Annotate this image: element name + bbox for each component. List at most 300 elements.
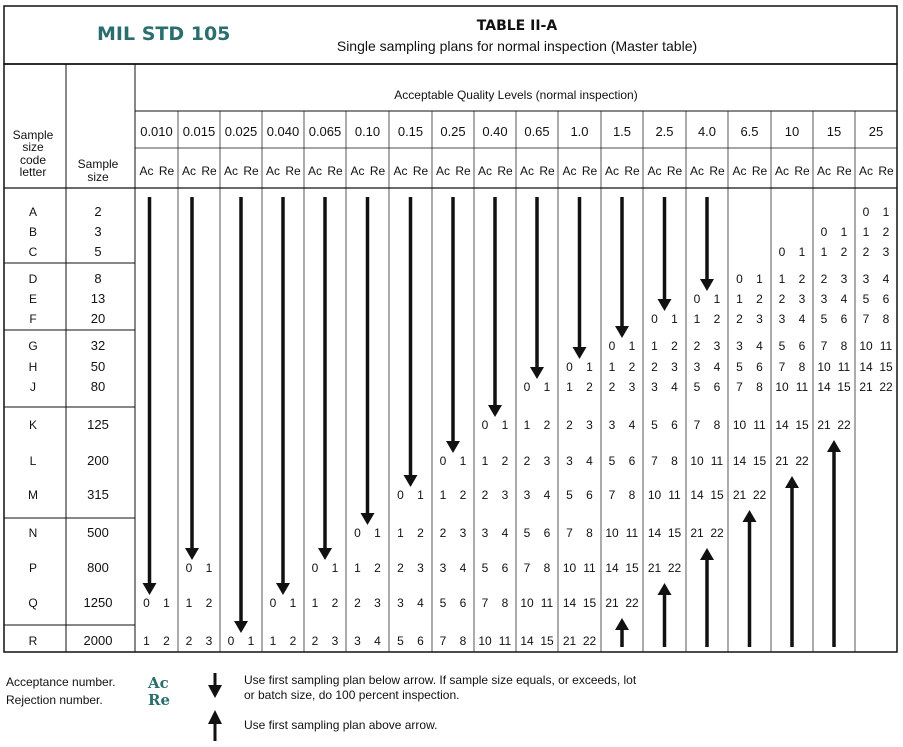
re-label: Re <box>624 164 640 178</box>
ac-value: 0 <box>862 205 870 219</box>
ac-label: Ac <box>816 164 832 178</box>
ac-value: 1 <box>523 418 531 432</box>
re-value: 3 <box>205 634 213 648</box>
ac-value: 1 <box>311 596 319 610</box>
ac-value: 5 <box>778 339 786 353</box>
ac-value: 21 <box>817 418 831 432</box>
ac-value: 0 <box>523 380 531 394</box>
re-value: 2 <box>289 634 297 648</box>
re-value: 6 <box>756 360 763 374</box>
re-value: 1 <box>628 339 636 353</box>
ac-value: 14 <box>647 526 662 540</box>
ac-value: 3 <box>439 561 447 575</box>
re-value: 6 <box>671 418 678 432</box>
re-value: 4 <box>798 312 806 326</box>
ac-value: 3 <box>862 272 870 286</box>
ac-value: 21 <box>732 488 747 502</box>
sample-code-header-line: code <box>19 153 47 167</box>
re-value: 6 <box>628 454 636 468</box>
code-letter: A <box>28 205 38 219</box>
ac-value: 7 <box>778 360 786 374</box>
ac-value: 1 <box>143 634 150 648</box>
re-value: 6 <box>417 634 424 648</box>
ac-value: 1 <box>693 312 701 326</box>
code-letter: P <box>28 561 38 575</box>
re-value: 2 <box>713 312 721 326</box>
re-value: 1 <box>205 561 213 575</box>
code-letter: N <box>28 526 38 540</box>
re-value: 11 <box>710 454 724 468</box>
ac-value: 2 <box>862 245 870 259</box>
re-value: 3 <box>756 312 763 326</box>
re-label: Re <box>794 164 810 178</box>
sample-size: 200 <box>87 453 109 468</box>
ac-value: 1 <box>354 561 361 575</box>
sample-size: 8 <box>94 271 102 286</box>
ac-value: 0 <box>736 272 743 286</box>
ac-label: Ac <box>265 164 281 178</box>
ac-value: 2 <box>736 312 743 326</box>
ac-value: 1 <box>269 634 277 648</box>
re-value: 2 <box>628 360 636 374</box>
code-letter: B <box>28 225 38 239</box>
ac-value: 10 <box>605 526 619 540</box>
re-label: Re <box>327 164 343 178</box>
ac-value: 5 <box>862 292 870 306</box>
re-value: 3 <box>882 245 890 259</box>
re-value: 1 <box>586 360 593 374</box>
re-value: 15 <box>667 526 682 540</box>
ac-value: 0 <box>269 596 277 610</box>
re-value: 3 <box>713 339 721 353</box>
sample-size: 315 <box>87 487 109 502</box>
ac-value: 3 <box>693 360 701 374</box>
re-value: 2 <box>163 634 170 648</box>
ac-value: 0 <box>481 418 489 432</box>
re-value: 8 <box>798 360 806 374</box>
ac-value: 1 <box>439 488 447 502</box>
ac-value: 3 <box>651 380 658 394</box>
up-arrow-text: Use first sampling plan above arrow. <box>244 718 438 732</box>
sample-size: 3 <box>94 224 102 239</box>
re-label: Re <box>158 164 175 178</box>
re-value: 4 <box>628 418 636 432</box>
ac-value: 21 <box>562 634 577 648</box>
re-value: 11 <box>795 380 809 394</box>
re-label: Re <box>539 164 555 178</box>
ac-value: 2 <box>354 596 361 610</box>
ac-label: Ac <box>604 164 620 178</box>
re-value: 2 <box>840 245 848 259</box>
re-value: 4 <box>586 454 593 468</box>
down-arrow-text-2: or batch size, do 100 percent inspection. <box>244 688 460 702</box>
re-value: 6 <box>840 312 848 326</box>
re-value: 8 <box>840 339 848 353</box>
code-letter: K <box>28 418 38 432</box>
re-value: 2 <box>205 596 213 610</box>
ac-label: Ac <box>307 164 323 178</box>
re-value: 2 <box>374 561 381 575</box>
ac-value: 3 <box>523 488 531 502</box>
re-value: 2 <box>417 526 424 540</box>
re-value: 2 <box>756 292 763 306</box>
sample-size: 2000 <box>83 633 113 648</box>
ac-value: 5 <box>523 526 531 540</box>
sample-size: 20 <box>90 311 106 326</box>
ac-value: 10 <box>520 596 534 610</box>
ac-value: 2 <box>566 418 573 432</box>
acceptance-label: Acceptance number. <box>6 675 116 689</box>
code-letter: Q <box>28 596 38 610</box>
re-value: 6 <box>543 526 551 540</box>
ac-value: 0 <box>566 360 573 374</box>
re-label: Re <box>243 164 259 178</box>
re-value: 22 <box>752 488 767 502</box>
aql-level: 0.15 <box>397 124 424 139</box>
ac-label: Ac <box>139 164 154 178</box>
ac-value: 5 <box>397 634 404 648</box>
re-value: 4 <box>374 634 381 648</box>
ac-value: 3 <box>397 596 404 610</box>
re-value: 6 <box>586 488 593 502</box>
ac-value: 7 <box>651 454 658 468</box>
sample-code-header-line: Sample <box>12 128 54 142</box>
sample-size: 2 <box>94 204 102 219</box>
ac-value: 3 <box>481 526 489 540</box>
aql-level: 0.015 <box>182 124 216 139</box>
re-value: 22 <box>625 596 639 610</box>
re-label: Re <box>878 164 894 178</box>
ac-value: 7 <box>523 561 531 575</box>
ac-value: 3 <box>778 312 786 326</box>
aql-level: 0.25 <box>440 124 466 139</box>
re-value: 1 <box>289 596 297 610</box>
ac-value: 5 <box>481 561 489 575</box>
re-value: 15 <box>582 596 597 610</box>
ac-label: Ac <box>562 164 577 178</box>
ac-value: 21 <box>647 561 662 575</box>
ac-value: 1 <box>736 292 743 306</box>
re-value: 15 <box>625 561 639 575</box>
sample-size: 800 <box>87 560 109 575</box>
ac-value: 10 <box>647 488 662 502</box>
ac-value: 3 <box>608 418 616 432</box>
re-value: 1 <box>882 205 890 219</box>
ac-value: 0 <box>651 312 658 326</box>
ac-value: 1 <box>397 526 404 540</box>
aql-level: 0.065 <box>308 124 342 139</box>
ac-value: 7 <box>481 596 489 610</box>
re-value: 6 <box>713 380 721 394</box>
ac-value: 7 <box>566 526 573 540</box>
sample-size-header-line: size <box>87 170 109 184</box>
ac-label: Ac <box>393 164 408 178</box>
re-value: 8 <box>882 312 890 326</box>
ac-label: Ac <box>477 164 493 178</box>
re-value: 3 <box>501 488 509 502</box>
code-letter: J <box>30 380 36 394</box>
re-value: 15 <box>710 488 724 502</box>
ac-value: 1 <box>820 245 828 259</box>
re-value: 11 <box>668 488 681 502</box>
aql-level: 25 <box>868 124 884 139</box>
ac-value: 2 <box>820 272 828 286</box>
ac-value: 10 <box>732 418 747 432</box>
sample-code-header-line: letter <box>19 165 47 179</box>
re-label: Re <box>751 164 768 178</box>
re-value: 8 <box>543 561 551 575</box>
re-value: 22 <box>710 526 724 540</box>
ac-value: 2 <box>693 339 701 353</box>
re-value: 15 <box>879 360 893 374</box>
ac-value: 0 <box>185 561 193 575</box>
ac-value: 5 <box>693 380 701 394</box>
re-value: 2 <box>671 339 678 353</box>
ac-value: 14 <box>562 596 577 610</box>
aql-level: 0.40 <box>482 124 508 139</box>
re-value: 3 <box>417 561 424 575</box>
ac-value: 5 <box>566 488 573 502</box>
re-value: 1 <box>501 418 509 432</box>
re-value: 22 <box>879 380 893 394</box>
re-value: 11 <box>625 526 639 540</box>
ac-label: Ac <box>689 164 705 178</box>
ac-value: 2 <box>608 380 616 394</box>
re-value: 6 <box>459 596 467 610</box>
ac-label: Ac <box>223 164 239 178</box>
aql-level: 6.5 <box>740 124 759 139</box>
re-label: Re <box>412 164 429 178</box>
re-label: Re <box>497 164 513 178</box>
re-value: 1 <box>543 380 551 394</box>
aql-level: 1.0 <box>570 124 589 139</box>
aql-level: 0.65 <box>524 124 550 139</box>
re-value: 4 <box>417 596 424 610</box>
ac-value: 1 <box>862 225 870 239</box>
sample-size: 1250 <box>83 595 113 610</box>
re-value: 2 <box>459 488 467 502</box>
re-value: 11 <box>837 360 851 374</box>
ac-value: 5 <box>820 312 828 326</box>
sample-size: 5 <box>94 244 102 259</box>
ac-value: 0 <box>778 245 786 259</box>
aql-level: 0.040 <box>266 124 300 139</box>
ac-value: 5 <box>736 360 743 374</box>
re-value: 2 <box>798 272 806 286</box>
re-value: 22 <box>795 454 809 468</box>
ac-value: 2 <box>311 634 319 648</box>
code-letter: F <box>29 312 37 326</box>
code-letter: M <box>28 488 38 502</box>
re-value: 15 <box>540 634 554 648</box>
ac-value: 1 <box>566 380 573 394</box>
re-value: 2 <box>882 225 890 239</box>
ac-value: 0 <box>693 292 701 306</box>
re-label: Re <box>455 164 471 178</box>
re-value: 1 <box>671 312 678 326</box>
ac-value: 1 <box>778 272 786 286</box>
re-value: 8 <box>586 526 593 540</box>
ac-value: 2 <box>481 488 489 502</box>
re-value: 1 <box>840 225 848 239</box>
sample-size: 32 <box>90 338 106 353</box>
ac-symbol: Ac <box>148 674 169 692</box>
aql-level: 4.0 <box>697 124 717 139</box>
ac-value: 0 <box>143 596 150 610</box>
re-label: Re <box>369 164 386 178</box>
ac-value: 0 <box>820 225 828 239</box>
re-value: 4 <box>543 488 551 502</box>
sample-size-header-line: Sample <box>77 157 119 171</box>
ac-value: 0 <box>608 339 616 353</box>
ac-value: 14 <box>520 634 534 648</box>
re-label: Re <box>666 164 683 178</box>
rejection-label: Rejection number. <box>6 693 103 707</box>
ac-value: 10 <box>817 360 831 374</box>
aql-level: 15 <box>826 124 842 139</box>
ac-value: 14 <box>817 380 831 394</box>
re-value: 22 <box>582 634 597 648</box>
re-label: Re <box>581 164 598 178</box>
re-value: 4 <box>501 526 509 540</box>
ac-label: Ac <box>647 164 662 178</box>
ac-value: 3 <box>820 292 828 306</box>
ac-value: 7 <box>693 418 701 432</box>
re-label: Re <box>285 164 301 178</box>
re-value: 6 <box>882 292 890 306</box>
ac-value: 14 <box>775 418 789 432</box>
re-label: Re <box>201 164 217 178</box>
re-value: 1 <box>331 561 339 575</box>
ac-value: 10 <box>478 634 492 648</box>
sample-code-header-line: size <box>22 140 44 154</box>
ac-value: 10 <box>690 454 704 468</box>
re-label: Re <box>709 164 725 178</box>
re-value: 8 <box>501 596 509 610</box>
ac-value: 1 <box>481 454 489 468</box>
table-subtitle: Single sampling plans for normal inspection (Master table) <box>336 38 698 54</box>
ac-label: Ac <box>774 164 790 178</box>
re-value: 11 <box>879 339 893 353</box>
ac-value: 1 <box>651 339 658 353</box>
ac-value: 0 <box>227 634 235 648</box>
ac-label: Ac <box>519 164 535 178</box>
ac-value: 21 <box>605 596 619 610</box>
re-value: 8 <box>628 488 636 502</box>
ac-value: 7 <box>439 634 447 648</box>
ac-value: 0 <box>354 526 361 540</box>
re-value: 22 <box>837 418 851 432</box>
ac-value: 1 <box>185 596 193 610</box>
ac-value: 10 <box>775 380 789 394</box>
re-value: 3 <box>671 360 678 374</box>
re-value: 4 <box>671 380 678 394</box>
code-letter: C <box>28 245 38 259</box>
re-value: 11 <box>583 561 596 575</box>
ac-value: 14 <box>690 488 704 502</box>
ac-value: 5 <box>439 596 447 610</box>
re-value: 4 <box>713 360 721 374</box>
sample-size: 50 <box>90 359 106 374</box>
ac-value: 3 <box>566 454 573 468</box>
re-value: 15 <box>795 418 809 432</box>
re-value: 11 <box>753 418 766 432</box>
re-value: 11 <box>540 596 554 610</box>
re-value: 1 <box>713 292 721 306</box>
re-value: 3 <box>331 634 339 648</box>
re-value: 3 <box>543 454 551 468</box>
sample-size: 500 <box>87 525 109 540</box>
code-letter: R <box>28 634 38 648</box>
aql-level: 0.010 <box>140 124 173 139</box>
down-arrow-text-1: Use first sampling plan below arrow. If sample size equals, or exceeds, lot <box>244 673 637 687</box>
re-value: 8 <box>713 418 721 432</box>
re-value: 2 <box>586 380 593 394</box>
brand-title: MIL STD 105 <box>97 23 231 45</box>
re-value: 6 <box>501 561 509 575</box>
ac-value: 0 <box>439 454 447 468</box>
ac-value: 5 <box>651 418 658 432</box>
ac-value: 10 <box>859 339 873 353</box>
re-value: 4 <box>459 561 467 575</box>
ac-value: 21 <box>775 454 789 468</box>
re-value: 11 <box>498 634 512 648</box>
re-value: 1 <box>417 488 424 502</box>
ac-value: 14 <box>732 454 747 468</box>
ac-value: 21 <box>859 380 873 394</box>
ac-value: 0 <box>397 488 404 502</box>
ac-label: Ac <box>858 164 874 178</box>
ac-value: 2 <box>185 634 193 648</box>
aql-level: 1.5 <box>612 124 632 139</box>
ac-value: 7 <box>820 339 828 353</box>
aql-level: 0.10 <box>354 124 381 139</box>
sample-size: 13 <box>90 291 106 306</box>
re-value: 22 <box>667 561 682 575</box>
ac-value: 2 <box>778 292 786 306</box>
sample-size: 80 <box>90 379 106 394</box>
ac-value: 7 <box>736 380 743 394</box>
re-value: 1 <box>163 596 170 610</box>
ac-value: 2 <box>523 454 531 468</box>
ac-value: 1 <box>608 360 616 374</box>
ac-value: 3 <box>354 634 361 648</box>
re-label: Re <box>836 164 852 178</box>
re-value: 1 <box>798 245 806 259</box>
table-title: TABLE II-A <box>476 18 558 34</box>
re-value: 8 <box>671 454 678 468</box>
aql-level: 0.025 <box>224 124 258 139</box>
re-value: 1 <box>756 272 763 286</box>
re-value: 8 <box>756 380 763 394</box>
ac-value: 5 <box>608 454 616 468</box>
re-value: 4 <box>840 292 848 306</box>
re-value: 4 <box>756 339 763 353</box>
ac-value: 2 <box>651 360 658 374</box>
re-value: 8 <box>459 634 467 648</box>
ac-label: Ac <box>181 164 197 178</box>
ac-value: 14 <box>605 561 619 575</box>
ac-value: 14 <box>859 360 873 374</box>
ac-value: 3 <box>736 339 743 353</box>
re-value: 4 <box>882 272 890 286</box>
ac-value: 2 <box>439 526 447 540</box>
code-letter: D <box>28 272 38 286</box>
aql-level: 10 <box>784 124 800 139</box>
aql-level: 2.5 <box>655 124 674 139</box>
re-value: 15 <box>837 380 851 394</box>
code-letter: L <box>29 454 37 468</box>
